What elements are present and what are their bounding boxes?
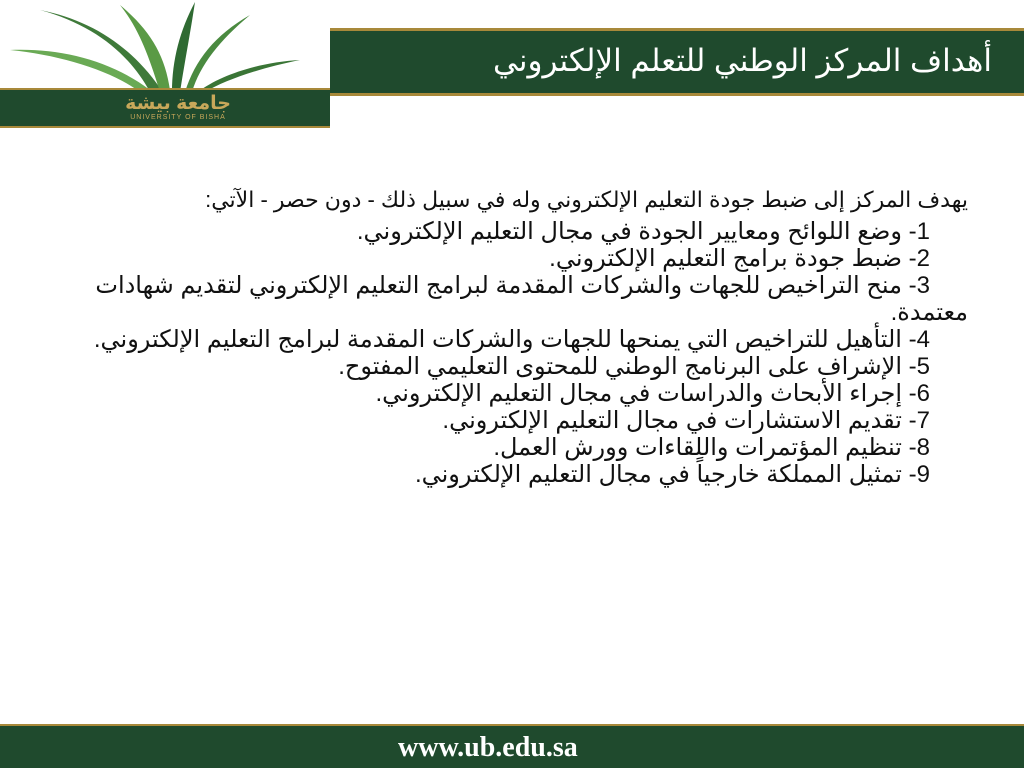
logo-name-english: UNIVERSITY OF BISHA: [130, 114, 226, 121]
goal-item-6: 6- إجراء الأبحاث والدراسات في مجال التعليم الإلكتروني.: [375, 380, 930, 407]
goal-item-5: 5- الإشراف على البرنامج الوطني للمحتوى التعليمي المفتوح.: [338, 353, 930, 380]
goal-item-2: 2- ضبط جودة برامج التعليم الإلكتروني.: [549, 245, 930, 272]
slide-body: [40, 188, 968, 488]
goal-item-8: 8- تنظيم المؤتمرات واللقاءات وورش العمل.: [493, 434, 930, 461]
slide-footer: [0, 724, 1024, 768]
goal-item-1: 1- وضع اللوائح ومعايير الجودة في مجال التعليم الإلكتروني.: [356, 218, 930, 245]
footer-url-link[interactable]: www.ub.edu.sa: [398, 732, 578, 763]
slide-title: أهداف المركز الوطني للتعلم الإلكتروني: [493, 43, 992, 78]
goal-item-7: 7- تقديم الاستشارات في مجال التعليم الإلكتروني.: [442, 407, 930, 434]
goal-item-9: 9- تمثيل المملكة خارجياً في مجال التعليم الإلكتروني.: [414, 461, 930, 488]
slide-header: [0, 0, 1024, 130]
intro-paragraph: يهدف المركز إلى ضبط جودة التعليم الإلكتروني وله في سبيل ذلك - دون حصر - الآتي:: [205, 187, 968, 212]
logo-plate: [0, 88, 330, 128]
university-logo-leaves-icon: [0, 0, 330, 92]
logo-name-arabic: جامعة بيشة: [125, 93, 231, 114]
goal-item-4: 4- التأهيل للتراخيص التي يمنحها للجهات والشركات المقدمة لبرامج التعليم الإلكتروني.: [93, 326, 930, 353]
title-band: [330, 28, 1024, 96]
goal-item-3: 3- منح التراخيص للجهات والشركات المقدمة لبرامج التعليم الإلكتروني لتقديم شهادات معتمدة.: [95, 272, 968, 326]
